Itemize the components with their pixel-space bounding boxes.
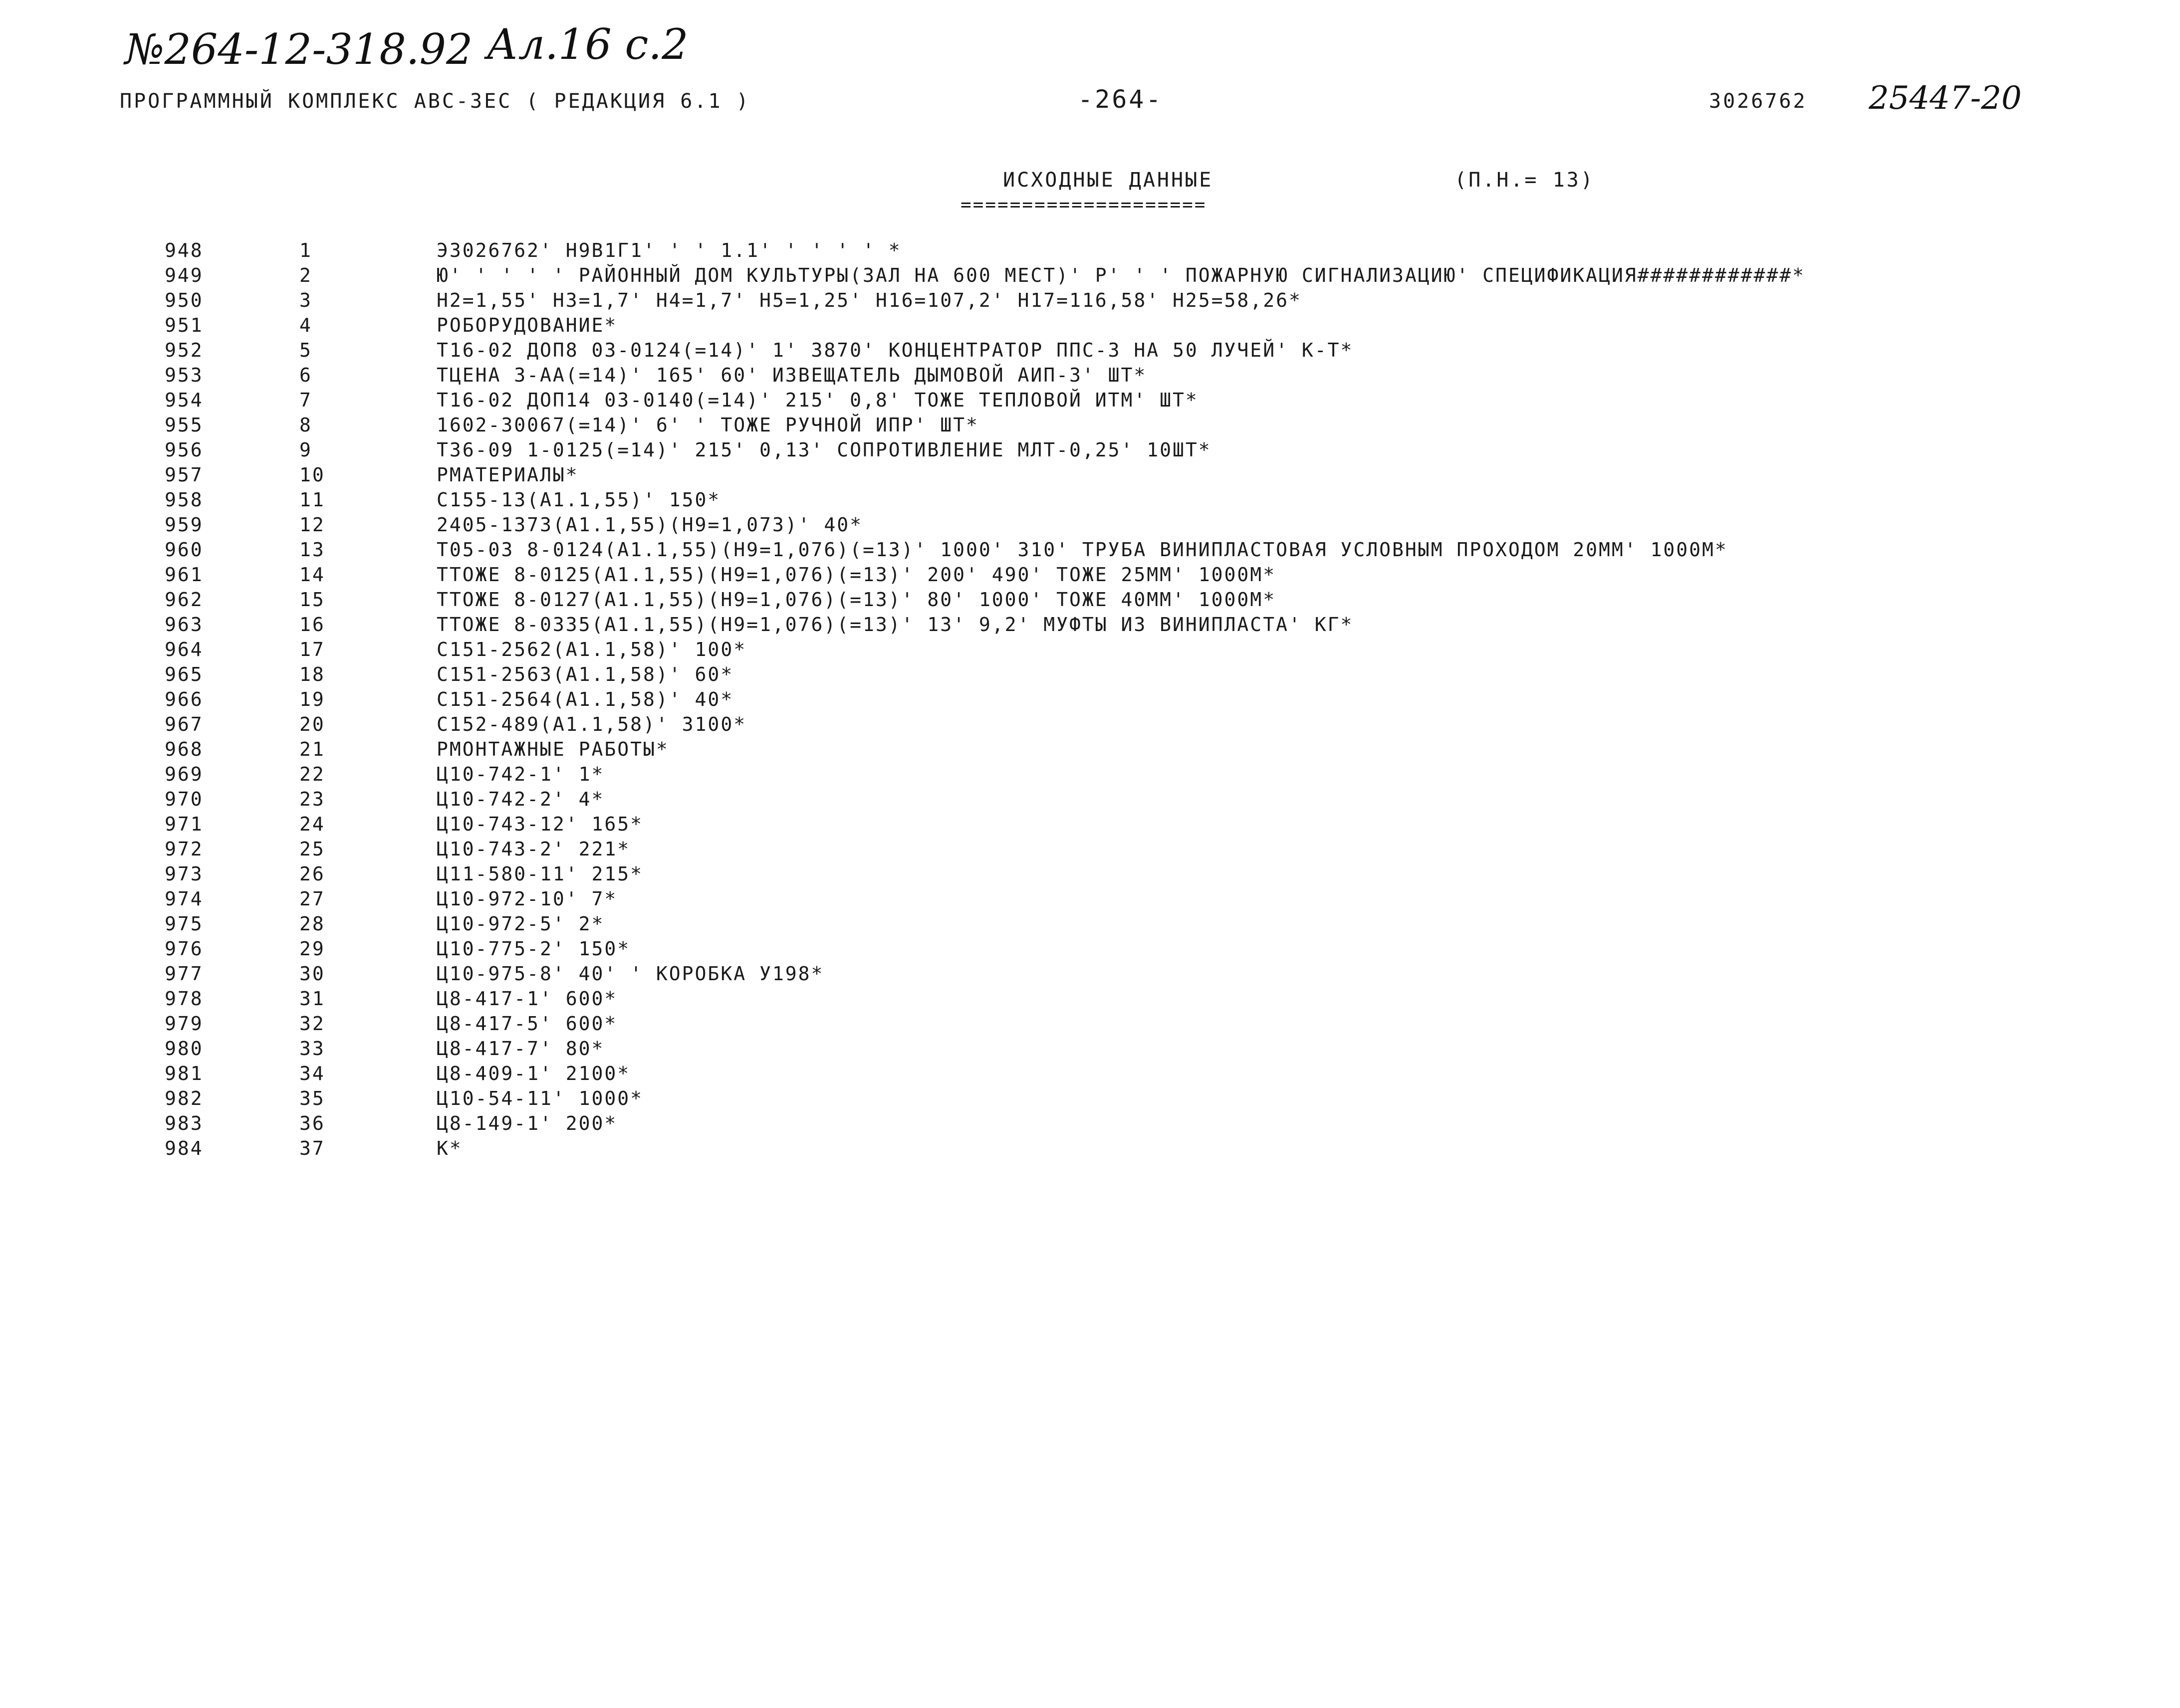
record-text: РОБОРУДОВАНИЕ*: [437, 314, 618, 336]
record-text: Ц10-742-2' 4*: [437, 788, 605, 810]
record-number: 964: [165, 639, 204, 660]
record-number: 984: [165, 1137, 204, 1159]
list-item: [0, 1087, 2180, 1112]
list-item: [0, 564, 2180, 589]
record-number: 963: [165, 614, 204, 636]
record-text: С151-2562(А1.1,58)' 100*: [437, 639, 747, 660]
record-number: 965: [165, 663, 204, 685]
record-text: Ц8-149-1' 200*: [437, 1112, 618, 1134]
record-number: 967: [165, 713, 204, 735]
line-number: 36: [299, 1112, 325, 1134]
line-number: 5: [299, 339, 312, 361]
list-item: [0, 813, 2180, 838]
record-text: РМАТЕРИАЛЫ*: [437, 464, 579, 486]
list-item: [0, 1112, 2180, 1137]
record-text: Т05-03 8-0124(А1.1,55)(Н9=1,076)(=13)' 1000' 310' ТРУБА ВИНИПЛАСТОВАЯ УСЛОВНЫМ ПРОХОДОМ 20ММ' 1000М*: [437, 539, 1728, 561]
record-text: Н2=1,55' Н3=1,7' Н4=1,7' Н5=1,25' Н16=107,2' Н17=116,58' Н25=58,26*: [437, 289, 1302, 311]
record-text: Ц10-54-11' 1000*: [437, 1087, 644, 1109]
record-number: 950: [165, 289, 204, 311]
record-text: ТТОЖЕ 8-0127(А1.1,55)(Н9=1,076)(=13)' 80' 1000' ТОЖЕ 40ММ' 1000М*: [437, 589, 1276, 611]
record-number: 948: [165, 239, 204, 261]
page-reference: (П.Н.= 13): [1454, 169, 1595, 192]
list-item: [0, 414, 2180, 439]
record-number: 960: [165, 539, 204, 561]
record-number: 954: [165, 389, 204, 411]
record-text: К*: [437, 1137, 463, 1159]
record-text: Ц8-417-1' 600*: [437, 988, 618, 1010]
line-number: 27: [299, 888, 325, 910]
list-item: [0, 763, 2180, 788]
list-item: [0, 688, 2180, 713]
record-number: 949: [165, 264, 204, 286]
record-number: 975: [165, 913, 204, 935]
record-text: Ц10-972-10' 7*: [437, 888, 618, 910]
record-number: 956: [165, 439, 204, 461]
list-item: [0, 464, 2180, 489]
record-number: 957: [165, 464, 204, 486]
record-text: Ц10-975-8' 40' ' КОРОБКА У198*: [437, 963, 824, 985]
line-number: 25: [299, 838, 325, 860]
record-text: Ц10-972-5' 2*: [437, 913, 605, 935]
record-number: 969: [165, 763, 204, 785]
record-text: С155-13(А1.1,55)' 150*: [437, 489, 721, 511]
list-item: [0, 264, 2180, 289]
record-text: Ц8-409-1' 2100*: [437, 1063, 631, 1084]
record-text: Ц10-743-12' 165*: [437, 813, 644, 835]
record-number: 976: [165, 938, 204, 960]
record-number: 974: [165, 888, 204, 910]
record-text: Т16-02 ДОП14 03-0140(=14)' 215' 0,8' ТОЖЕ ТЕПЛОВОЙ ИТМ' ШТ*: [437, 389, 1199, 411]
list-item: [0, 1038, 2180, 1063]
record-text: Ц8-417-5' 600*: [437, 1013, 618, 1035]
line-number: 2: [299, 264, 312, 286]
inventory-number: 3026762: [1709, 90, 1807, 113]
record-number: 980: [165, 1038, 204, 1060]
record-text: ТЦЕНА 3-АА(=14)' 165' 60' ИЗВЕЩАТЕЛЬ ДЫМОВОЙ АИП-3' ШТ*: [437, 364, 1147, 386]
list-item: [0, 788, 2180, 813]
line-number: 35: [299, 1087, 325, 1109]
list-item: [0, 589, 2180, 614]
list-item: [0, 988, 2180, 1013]
line-number: 14: [299, 564, 325, 586]
record-text: Т16-02 ДОП8 03-0124(=14)' 1' 3870' КОНЦЕНТРАТОР ППС-3 НА 50 ЛУЧЕЙ' К-Т*: [437, 339, 1354, 361]
list-item: [0, 439, 2180, 464]
line-number: 6: [299, 364, 312, 386]
list-item: [0, 514, 2180, 539]
list-item: [0, 713, 2180, 738]
line-number: 9: [299, 439, 312, 461]
record-number: 958: [165, 489, 204, 511]
record-number: 979: [165, 1013, 204, 1035]
line-number: 3: [299, 289, 312, 311]
record-text: ТТОЖЕ 8-0335(А1.1,55)(Н9=1,076)(=13)' 13' 9,2' МУФТЫ ИЗ ВИНИПЛАСТА' КГ*: [437, 614, 1354, 636]
record-text: С152-489(А1.1,58)' 3100*: [437, 713, 747, 735]
line-number: 11: [299, 489, 325, 511]
list-item: [0, 1137, 2180, 1162]
record-number: 955: [165, 414, 204, 436]
list-item: [0, 1013, 2180, 1038]
record-text: Э3026762' Н9В1Г1' ' ' 1.1' ' ' ' ' *: [437, 239, 902, 261]
line-number: 7: [299, 389, 312, 411]
handwritten-doc-number: №264-12-318.92: [125, 25, 473, 74]
list-item: [0, 913, 2180, 938]
line-number: 29: [299, 938, 325, 960]
line-number: 18: [299, 663, 325, 685]
record-number: 983: [165, 1112, 204, 1134]
line-number: 10: [299, 464, 325, 486]
record-number: 973: [165, 863, 204, 885]
list-item: [0, 289, 2180, 314]
list-item: [0, 364, 2180, 389]
record-number: 952: [165, 339, 204, 361]
record-number: 968: [165, 738, 204, 760]
record-number: 982: [165, 1087, 204, 1109]
list-item: [0, 639, 2180, 663]
line-number: 1: [299, 239, 312, 261]
record-text: Ц8-417-7' 80*: [437, 1038, 605, 1060]
line-number: 30: [299, 963, 325, 985]
list-item: [0, 888, 2180, 913]
record-number: 971: [165, 813, 204, 835]
record-number: 953: [165, 364, 204, 386]
list-item: [0, 738, 2180, 763]
line-number: 28: [299, 913, 325, 935]
record-number: 962: [165, 589, 204, 611]
list-item: [0, 838, 2180, 863]
record-text: Ц10-742-1' 1*: [437, 763, 605, 785]
section-title: ИСХОДНЫЕ ДАННЫЕ: [1003, 169, 1213, 192]
record-text: Т36-09 1-0125(=14)' 215' 0,13' СОПРОТИВЛЕНИЕ МЛТ-0,25' 10ШТ*: [437, 439, 1211, 461]
record-text: С151-2563(А1.1,58)' 60*: [437, 663, 734, 685]
line-number: 23: [299, 788, 325, 810]
record-text: 2405-1373(А1.1,55)(Н9=1,073)' 40*: [437, 514, 863, 536]
data-listing: [0, 239, 2180, 1162]
record-number: 966: [165, 688, 204, 710]
record-text: Ц10-743-2' 221*: [437, 838, 631, 860]
record-number: 959: [165, 514, 204, 536]
line-number: 17: [299, 639, 325, 660]
handwritten-album-mark: Ал.16 с.2: [486, 20, 689, 69]
list-item: [0, 938, 2180, 963]
line-number: 16: [299, 614, 325, 636]
line-number: 12: [299, 514, 325, 536]
line-number: 31: [299, 988, 325, 1010]
record-text: С151-2564(А1.1,58)' 40*: [437, 688, 734, 710]
line-number: 37: [299, 1137, 325, 1159]
record-number: 978: [165, 988, 204, 1010]
line-number: 33: [299, 1038, 325, 1060]
line-number: 34: [299, 1063, 325, 1084]
section-underline: ====================: [961, 195, 1207, 215]
line-number: 24: [299, 813, 325, 835]
line-number: 32: [299, 1013, 325, 1035]
line-number: 8: [299, 414, 312, 436]
line-number: 15: [299, 589, 325, 611]
record-text: РМОНТАЖНЫЕ РАБОТЫ*: [437, 738, 669, 760]
list-item: [0, 389, 2180, 414]
record-text: Ц10-775-2' 150*: [437, 938, 631, 960]
list-item: [0, 663, 2180, 688]
record-text: Ю' ' ' ' ' РАЙОННЫЙ ДОМ КУЛЬТУРЫ(ЗАЛ НА 600 МЕСТ)' Р' ' ' ПОЖАРНУЮ СИГНАЛИЗАЦИЮ' СПЕЦИФИКАЦИЯ############*: [437, 264, 1806, 286]
record-text: ТТОЖЕ 8-0125(А1.1,55)(Н9=1,076)(=13)' 200' 490' ТОЖЕ 25ММ' 1000М*: [437, 564, 1276, 586]
list-item: [0, 539, 2180, 564]
page-number: -264-: [1078, 85, 1163, 114]
list-item: [0, 339, 2180, 364]
record-text: 1602-30067(=14)' 6' ' ТОЖЕ РУЧНОЙ ИПР' ШТ*: [437, 414, 979, 436]
list-item: [0, 863, 2180, 888]
list-item: [0, 314, 2180, 339]
record-number: 977: [165, 963, 204, 985]
record-number: 961: [165, 564, 204, 586]
line-number: 22: [299, 763, 325, 785]
list-item: [0, 239, 2180, 264]
line-number: 4: [299, 314, 312, 336]
list-item: [0, 1063, 2180, 1087]
line-number: 26: [299, 863, 325, 885]
record-text: Ц11-580-11' 215*: [437, 863, 644, 885]
line-number: 21: [299, 738, 325, 760]
line-number: 20: [299, 713, 325, 735]
line-number: 13: [299, 539, 325, 561]
record-number: 951: [165, 314, 204, 336]
record-number: 970: [165, 788, 204, 810]
record-number: 981: [165, 1063, 204, 1084]
program-header: ПРОГРАММНЫЙ КОМПЛЕКС АВС-3ЕС ( РЕДАКЦИЯ 6.1 ): [120, 90, 750, 113]
list-item: [0, 614, 2180, 639]
line-number: 19: [299, 688, 325, 710]
list-item: [0, 489, 2180, 514]
handwritten-inventory: 25447-20: [1869, 80, 2022, 117]
list-item: [0, 963, 2180, 988]
record-number: 972: [165, 838, 204, 860]
